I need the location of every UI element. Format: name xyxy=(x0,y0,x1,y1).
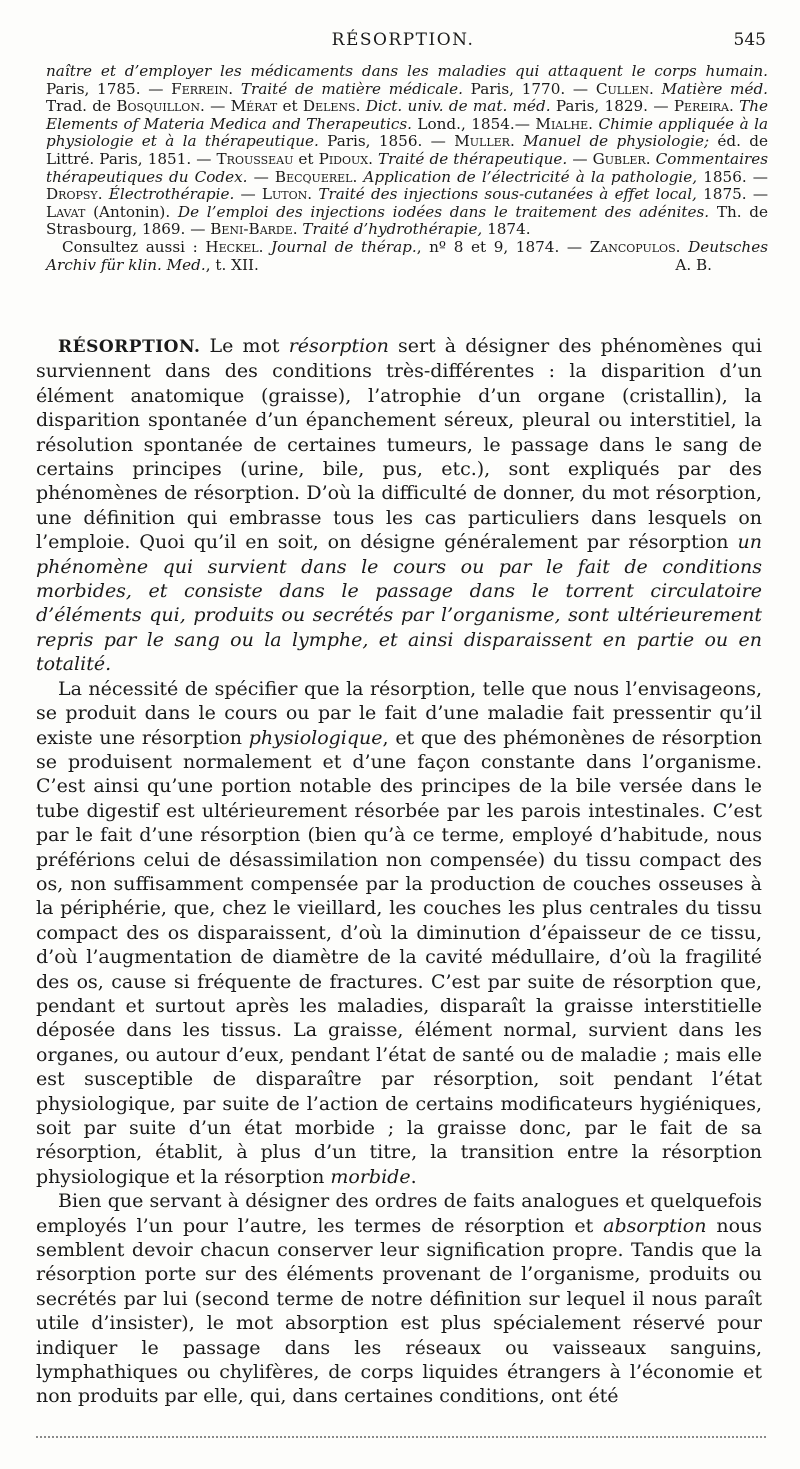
text-run: Bien que servant à désigner des ordres de faits analogues et quelquefois employés l’un pour l’autre, les termes de résorption et xyxy=(36,1190,762,1237)
text-run: La nécessité de spécifier que la résorption, telle que nous l’envisageons, se produit dans le cours ou par le fait d’une maladie fait pressentir qu’il existe une résorption xyxy=(36,677,762,749)
text-run: Trousseau xyxy=(216,149,294,168)
text-run: sert à désigner des phénomènes qui surviennent dans des conditions très-différentes : la disparition d’un élément anatomique (graisse), l’atrophie d’un organe (cristallin), la disparition spontanée d’un épanchement séreux, pleural ou interstitiel, la résolution spontanée de certaines tumeurs, le passage dans le sang de certains principes (urine, bile, pus, etc.), sont expliqués par des phénomènes de résorption. D’où la difficulté de donner, du mot résorption, une définition qui embrasse tous les cas particuliers dans lesquels on l’emploie. Quoi qu’il en soit, on désigne généralement par résorption xyxy=(36,335,762,554)
text-run: absorption xyxy=(603,1214,707,1237)
text-run: — xyxy=(247,167,275,186)
text-run: Muller xyxy=(454,132,510,151)
text-run: Th. de Strasbourg, 1869. — xyxy=(46,202,769,239)
text-run: Mérat xyxy=(230,97,278,116)
text-run: Électrothérapie. xyxy=(108,185,235,204)
text-run: Lavat xyxy=(46,202,86,221)
bibliography-references xyxy=(46,63,768,239)
text-run: Paris, 1829. — xyxy=(550,97,674,116)
text-run: Traité des injections sous-cutanées à effet local, xyxy=(318,185,697,204)
text-run: . xyxy=(410,1165,417,1188)
text-run: . xyxy=(307,185,319,204)
text-run: De l’emploi des injections iodées dans le traitement des adénites. xyxy=(177,202,710,221)
text-run: nous semblent devoir chacun conserver leur signification propre. Tandis que la résorption porte sur des éléments provenant de l’organisme, produits ou secrétés par lui (second terme de notre définition sur lequel il nous paraît utile d’insister), le mot absorption est plus spécialement réservé pour indiquer le passage dans les réseaux ou vaisseaux sanguins, lymphathiques ou chylifères, de corps liquides étrangers à l’économie et non produits par elle, qui, dans certaines conditions, ont été xyxy=(36,1214,762,1408)
page-number: 545 xyxy=(733,30,766,50)
text-run: Delens xyxy=(302,97,356,116)
text-run: . xyxy=(97,185,109,204)
text-run: (Antonin). xyxy=(85,202,178,221)
text-run: Paris, 1785. — xyxy=(46,79,172,98)
text-run: éd. de Littré. Paris, 1851. — xyxy=(46,132,769,168)
text-run: Luton xyxy=(261,185,308,204)
text-run: 1875. — xyxy=(696,185,769,204)
text-run: morbide xyxy=(330,1165,411,1188)
text-run: Commentaires thérapeutiques du Codex. xyxy=(46,149,769,186)
page-header xyxy=(40,30,766,56)
text-run: résorption xyxy=(288,335,389,357)
text-run: The Elements of Materia Medica and Therapeutics. xyxy=(46,97,769,133)
article-paragraph xyxy=(36,1189,762,1409)
text-run: . xyxy=(588,114,599,133)
text-run: Lond., 1854.— xyxy=(411,114,536,133)
text-run: . xyxy=(228,79,241,98)
text-run: Trad. de xyxy=(46,97,117,116)
text-run: Paris, 1770. — xyxy=(462,79,596,98)
text-run: — xyxy=(234,185,262,204)
text-run: Pereira xyxy=(673,97,729,116)
text-run: . xyxy=(368,149,379,168)
bibliography-consult xyxy=(46,239,768,274)
text-run: Bosquillon xyxy=(116,97,200,116)
text-run: Manuel de physiologie; xyxy=(523,132,710,151)
text-run: Becquerel xyxy=(274,167,353,186)
text-run: et xyxy=(293,149,319,168)
text-run: Le mot xyxy=(200,335,289,357)
text-run: 1874. xyxy=(482,220,531,239)
text-run: . xyxy=(728,97,740,116)
bibliography xyxy=(46,63,768,274)
text-run: . xyxy=(509,132,524,151)
text-run: Zancopulos xyxy=(589,237,676,256)
text-run: . xyxy=(258,237,272,256)
text-run: Cullen xyxy=(595,79,649,98)
text-run: et xyxy=(277,97,303,116)
text-run: , t. XII. xyxy=(205,255,259,274)
author-initials: A. B. xyxy=(675,255,712,274)
text-run: . — xyxy=(199,97,231,116)
text-run: Ferrein xyxy=(171,79,229,98)
text-run: Matière méd. xyxy=(661,79,768,98)
text-run: Heckel xyxy=(205,237,259,256)
text-run: Paris, 1856. — xyxy=(318,132,455,151)
text-run: naître et d’employer les médicaments dans les maladies qui attaquent le corps humain. xyxy=(46,62,768,80)
text-run: Traité d’hydrothérapie, xyxy=(302,220,483,239)
text-run: . xyxy=(355,97,366,116)
text-run: . xyxy=(648,79,662,98)
text-run: Chimie appliquée à la physiologie et à la thérapeutique. xyxy=(46,114,769,151)
text-run: Dropsy xyxy=(46,185,98,204)
text-run: . xyxy=(645,149,656,168)
article-resorption xyxy=(36,334,762,1409)
text-run: physiologique xyxy=(248,726,383,749)
text-run: Mialhe xyxy=(535,114,589,133)
text-run: , et que des phémonènes de résorption se produisent normalement et d’une façon constante dans l’organisme. C’est ainsi qu’une portion notable des principes de la bile versée dans le tube digestif est ultérieurement résorbée par les parois intestinales. C’est par le fait d’une résorption (bien qu’à ce terme, employé d’habitude, nous préférions celui de désassimilation non compensée) du tissu compact des os, non suffisamment compensée par la production de couches osseuses à la périphérie, que, chez le vieillard, les couches les plus centrales du tissu compact des os disparaissent, d’où la diminution d’épaisseur de ce tissu, d’où l’augmentation de diamètre de la cavité médullaire, d’où la fragilité des os, cause si fréquente de fractures. C’est par suite de résorption que, pendant et surtout après les maladies, disparaît la graisse interstitielle déposée dans les tissus. La graisse, élément normal, survient dans les organes, ou autour d’eux, pendant l’état de santé ou de maladie ; mais elle est susceptible de disparaître par résorption, soit pendant l’état physiologique, par suite de l’action de certains modificateurs hygiéniques, soit par suite d’un état morbide ; la graisse donc, par le fait de sa résorption, établit, à plus d’un titre, la transition entre la résorption physiologique et la résorption xyxy=(36,726,763,1188)
article-paragraph xyxy=(36,334,762,677)
text-run: — xyxy=(567,149,593,168)
article-paragraph xyxy=(36,677,762,1190)
text-run: . xyxy=(292,220,303,239)
text-run: Journal de thérap. xyxy=(271,237,417,256)
text-run: , nº 8 et 9, 1874. — xyxy=(416,237,590,256)
text-run: 1856. — xyxy=(697,167,768,186)
text-run: Traité de matière médicale. xyxy=(240,79,463,98)
text-run: Pidoux xyxy=(318,149,369,168)
text-run: Traité de thérapeutique. xyxy=(378,149,568,168)
text-run: . xyxy=(352,167,364,186)
text-run: RÉSORPTION. xyxy=(58,337,201,357)
text-run: Beni-Barde xyxy=(210,220,293,239)
text-run: un phénomène qui survient dans le cours ou par le fait de conditions morbides, et consiste dans le passage dans le torrent circulatoire d’éléments qui, produits ou secrétés par l’organisme, sont ultérieurement repris par le sang ou la lymphe, et ainsi disparaissent en partie ou en totalité. xyxy=(36,531,762,676)
text-run: . xyxy=(675,237,689,256)
text-run: Application de l’électricité à la pathologie, xyxy=(363,167,698,186)
footer-rule xyxy=(36,1436,766,1438)
text-run: Consultez aussi : xyxy=(62,237,206,256)
text-run: Dict. univ. de mat. méd. xyxy=(365,97,551,116)
text-run: Gubler xyxy=(592,149,646,168)
running-title: RÉSORPTION. xyxy=(331,30,475,50)
text-run: Deutsches Archiv für klin. Med. xyxy=(46,237,768,274)
